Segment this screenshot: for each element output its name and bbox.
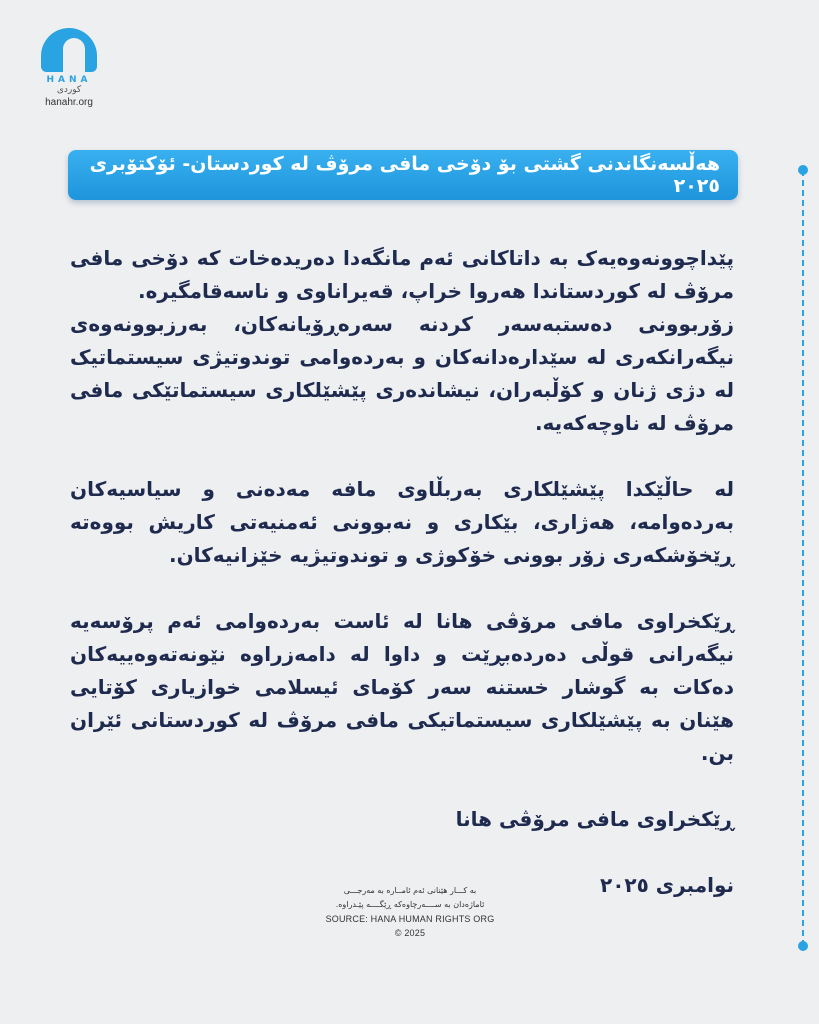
logo-brand-name: HANA bbox=[46, 75, 92, 85]
footnote-line-1: بە کـــار هێنانی ئەم ئامــاره بە مەرجـــی bbox=[343, 886, 477, 895]
rail-bottom-dot bbox=[798, 941, 808, 951]
paragraph-4: ڕێکخراوی مافی مرۆڤی هانا لە ئاست بەردەوامی ئەم پرۆسەیە نیگەرانی قوڵی دەردەبڕێت و داوا لە دامەزراوە نێونەتەوەییەکان دەکات بە گوشار خستنە سەر کۆمای ئیسلامی خوازیاری کۆتایی هێنان بە پێشێلکاری سیستماتیکی مافی مرۆڤ لە کوردستانی ئێران بن. bbox=[70, 609, 734, 765]
date: نوامبری ٢٠٢٥ bbox=[599, 873, 734, 897]
logo-subtitle: کوردی bbox=[56, 85, 82, 95]
paragraph-1: پێداچوونەوەیەک بە داتاکانی ئەم مانگەدا دەریدەخات کە دۆخی مافی مرۆڤ لە کوردستاندا هەروا خراپ، قەیراناوی و ناسەقامگیرە. bbox=[70, 246, 734, 303]
article-body bbox=[70, 242, 734, 902]
footnote bbox=[305, 884, 515, 940]
title-banner bbox=[68, 150, 738, 200]
footnote-copyright: © 2025 bbox=[394, 928, 426, 938]
footnote-source: SOURCE: HANA HUMAN RIGHTS ORG bbox=[325, 914, 495, 924]
rail-dashed-line bbox=[802, 170, 804, 946]
hana-logo-icon bbox=[41, 28, 97, 72]
paragraph-3: لە حاڵێکدا پێشێلکاری بەربڵاوی مافە مەدەنی و سیاسیەکان بەردەوامە، هەژاری، بێکاری و نەبوونی ئەمنیەتی کاریش بووەتە ڕێخۆشکەری زۆر بوونی خۆکوژی و توندوتیژیە خێزانیەکان. bbox=[70, 477, 734, 567]
footnote-line-2: ئاماژەدان بە ســــەرچاوەکە ڕێگــــە پێـدراوە. bbox=[335, 900, 485, 909]
side-rail bbox=[801, 170, 805, 946]
paragraph-2: زۆربوونی دەستبەسەر کردنە سەرەڕۆیانەکان، بەرزبوونەوەی نیگەرانکەری لە سێدارەدانەکان و بەردەوامی توندوتیژی سیستماتیک لە دژی ژنان و کۆڵبەران، نیشاندەری پێشێلکاری سیستماتێکی مافی مرۆڤ لە ناوچەکەیە. bbox=[70, 312, 734, 435]
hana-logo bbox=[37, 28, 101, 108]
page-title: هەڵسەنگاندنی گشتی بۆ دۆخی مافی مرۆڤ لە کوردستان- ئۆکتۆبری ٢٠٢٥ bbox=[89, 153, 720, 197]
signature: ڕێکخراوی مافی مرۆڤی هانا bbox=[455, 807, 734, 831]
logo-site: hanahr.org bbox=[45, 97, 93, 108]
rail-top-dot bbox=[798, 165, 808, 175]
